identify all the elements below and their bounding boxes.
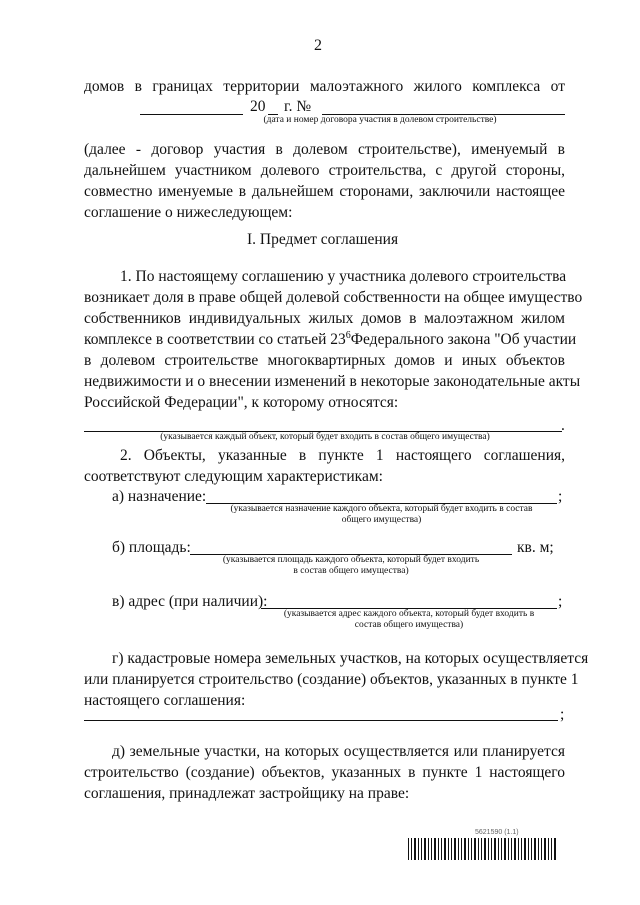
barcode-bar [444, 838, 446, 860]
item-b-caption-1: (указывается площадь каждого объекта, который будет входить [222, 555, 480, 565]
section-title: I. Предмет соглашения [247, 231, 399, 248]
item-d-line-3: соглашения, принадлежат застройщику на праве: [84, 785, 410, 802]
item-d-line-2: строительство (создание) объектов, указанных в пункте 1 настоящего [84, 764, 565, 781]
barcode-bar [544, 838, 546, 860]
barcode-bar [441, 838, 442, 860]
item-v-caption-1: (указывается адрес каждого объекта, который будет входить в [283, 609, 535, 619]
barcode-bar [494, 838, 496, 860]
barcode-bar [438, 838, 439, 860]
p2-line-1: 2. Объекты, указанные в пункте 1 настоящего соглашения, [120, 447, 565, 464]
p1-caption: (указывается каждый объект, который будет входить в состав общего имущества) [160, 432, 490, 442]
barcode-bar [554, 838, 556, 860]
barcode-bar [414, 838, 416, 860]
item-a-caption-1: (указывается назначение каждого объекта, который будет входить в состав [230, 504, 533, 514]
date-number-label: г. № [284, 98, 312, 115]
date-year: 20 [250, 98, 266, 115]
barcode-bar [468, 838, 469, 860]
barcode-bar [464, 838, 466, 860]
item-a-caption-2: общего имущества) [341, 515, 422, 525]
barcode-bar [521, 838, 522, 860]
p1-line-2: возникает доля в праве общей долевой собственности на общее имущество [84, 289, 583, 306]
barcode-bar [511, 838, 512, 860]
barcode-bar [421, 838, 422, 860]
barcode-bar [478, 838, 479, 860]
p1-line-4-b: Федерального закона "Об участии [350, 331, 577, 348]
item-g-line-1: г) кадастровые номера земельных участков, на которых осуществляется [112, 650, 589, 667]
p1-end-mark: . [561, 417, 565, 434]
intro-para-2: дальнейшем участником долевого строительства, с другой стороны, [84, 162, 565, 179]
barcode-bar [551, 838, 552, 860]
barcode-bar [504, 838, 506, 860]
intro-para-3: совместно именуемые в дальнейшем сторонами, заключили настоящее [84, 183, 565, 200]
item-g-field [84, 720, 558, 721]
barcode-bar [431, 838, 432, 860]
barcode-bar [491, 838, 492, 860]
barcode-bar [458, 838, 459, 860]
barcode-bar [408, 838, 409, 860]
barcode-bar [418, 838, 419, 860]
barcode-bar [434, 838, 436, 860]
item-b-caption-2: в состав общего имущества) [293, 566, 409, 576]
page-number: 2 [314, 37, 322, 54]
barcode-bar [501, 838, 502, 860]
item-a-end: ; [558, 488, 563, 505]
barcode-bar [461, 838, 462, 860]
barcode-bar [518, 838, 519, 860]
barcode-bar [448, 838, 449, 860]
barcode-bar [548, 838, 549, 860]
barcode-bar [514, 838, 516, 860]
item-b-label: б) площадь: [112, 539, 191, 556]
barcode-bar [498, 838, 499, 860]
barcode-bar [508, 838, 509, 860]
barcode-number: 5621590 (1.1) [475, 829, 519, 836]
intro-para-4: соглашение о нижеследующем: [84, 204, 293, 221]
barcode-bar [528, 838, 529, 860]
intro-para-1: (далее - договор участия в долевом строительстве), именуемый в [84, 141, 565, 158]
barcode-bar [424, 838, 426, 860]
p1-line-3: собственников индивидуальных жилых домов в малоэтажном жилом [84, 310, 565, 327]
item-v-caption-2: состав общего имущества) [354, 620, 464, 630]
intro-line-1: домов в границах территории малоэтажного жилого комплекса от [84, 78, 565, 95]
barcode-bar [541, 838, 542, 860]
item-g-line-2: или планируется строительство (создание) объектов, указанных в пункте 1 [84, 671, 579, 688]
item-d-line-1: д) земельные участки, на которых осуществляется или планируется [112, 743, 565, 760]
barcode-bar [454, 838, 456, 860]
barcode-bar [471, 838, 472, 860]
p1-line-5: в долевом строительстве многоквартирных домов и иных объектов [84, 352, 565, 369]
p1-line-6: недвижимости и о внесении изменений в некоторые законодательные акты [84, 373, 581, 390]
p2-line-2: соответствуют следующим характеристикам: [84, 468, 383, 485]
p1-line-1: 1. По настоящему соглашению у участника долевого строительства [120, 268, 567, 285]
p1-line-4 [84, 329, 577, 350]
barcode-bar [524, 838, 526, 860]
item-g-end: ; [560, 706, 565, 723]
item-v-end: ; [558, 593, 563, 610]
item-g-line-3: настоящего соглашения: [84, 692, 246, 709]
date-caption: (дата и номер договора участия в долевом строительстве) [263, 115, 497, 125]
p1-line-4-a: комплексе в соответствии со статьей $23^6$ [84, 329, 351, 348]
barcode-bar [484, 838, 486, 860]
barcode-bar [474, 838, 476, 860]
article-superscript: 6 [345, 329, 351, 341]
barcode-bar [531, 838, 532, 860]
barcode-bar [538, 838, 539, 860]
item-v-label: в) адрес (при наличии): [112, 593, 268, 610]
item-b-unit: кв. м; [517, 539, 554, 556]
barcode-bar [428, 838, 429, 860]
barcode-bar [411, 838, 412, 860]
p1-line-7: Российской Федерации", к которому относятся: [84, 394, 399, 411]
item-a-label: а) назначение: [112, 488, 207, 505]
barcode-bar [481, 838, 482, 860]
barcode-image [408, 838, 560, 860]
barcode-bar [534, 838, 536, 860]
barcode-bar [451, 838, 452, 860]
barcode-bar [488, 838, 489, 860]
